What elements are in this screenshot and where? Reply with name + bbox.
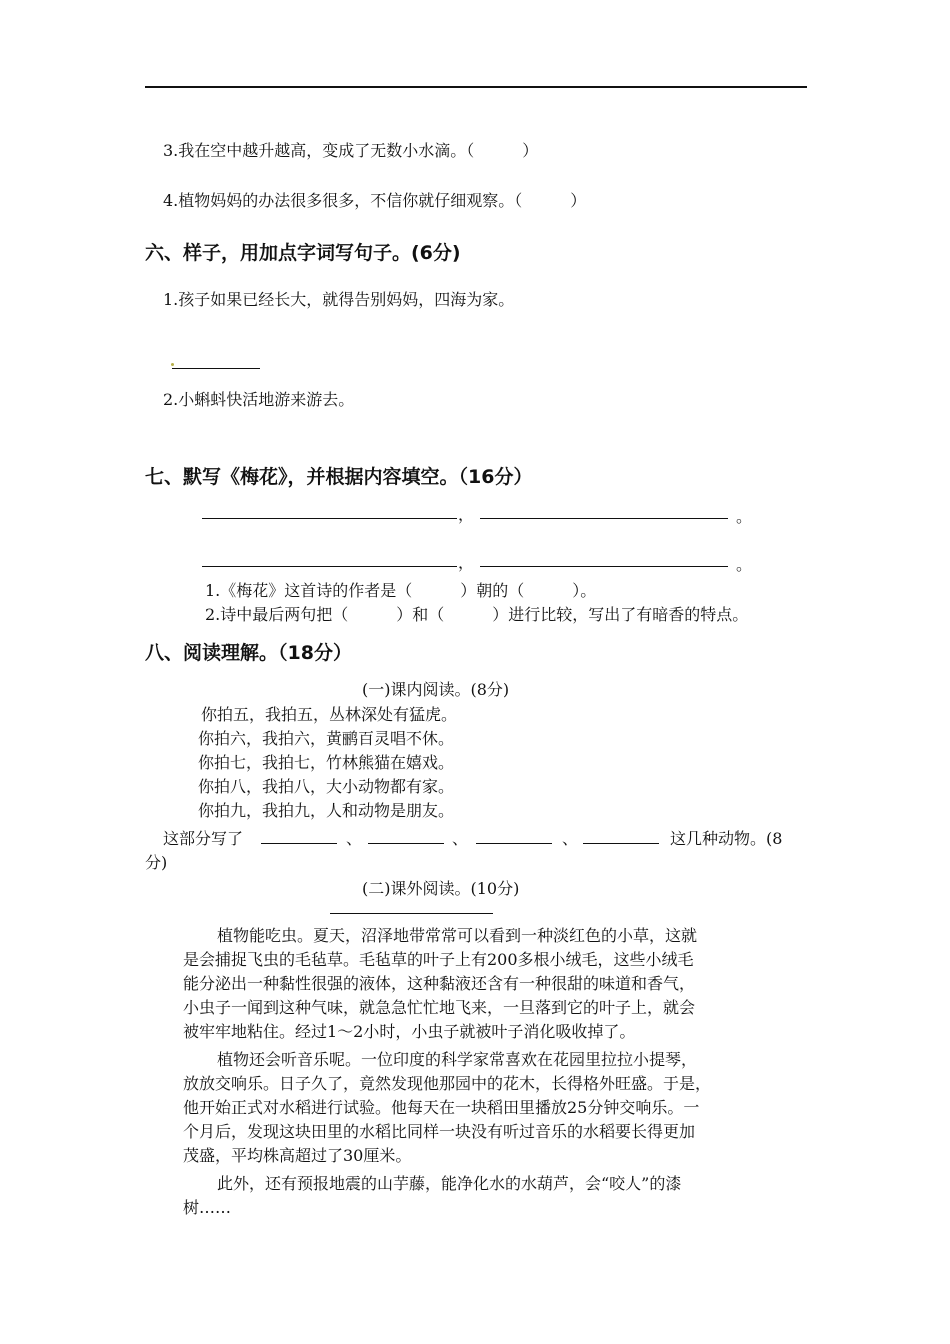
section-8-heading: 八、阅读理解。（18分） bbox=[145, 642, 352, 664]
fill-sep-1: 、 bbox=[346, 829, 363, 848]
poem-comma-2: ， bbox=[458, 553, 475, 572]
poem-period-1: 。 bbox=[736, 507, 753, 526]
poem-line-1: 你拍五，我拍五，丛林深处有猛虎。 bbox=[201, 705, 458, 724]
passage-line: 小虫子一闻到这种气味，就急急忙忙地飞来，一旦落到它的叶子上，就会 bbox=[183, 998, 696, 1017]
question-6-2: 2.小蝌蚪快活地游来游去。 bbox=[163, 390, 355, 409]
animal-blank-2[interactable] bbox=[368, 843, 444, 844]
fill-score-tail: 分) bbox=[145, 853, 168, 872]
poem-line-3: 你拍七，我拍七，竹林熊猫在嬉戏。 bbox=[198, 753, 455, 772]
passage-line: 茂盛，平均株高超过了30厘米。 bbox=[183, 1146, 412, 1165]
reading-part-2-title: (二)课外阅读。(10分) bbox=[362, 879, 520, 898]
mark-dot bbox=[171, 363, 174, 366]
passage-line: 他开始正式对水稻进行试验。他每天在一块稻田里播放25分钟交响乐。一 bbox=[183, 1098, 700, 1117]
fill-suffix: 这几种动物。(8 bbox=[670, 829, 783, 848]
question-5-4: 4.植物妈妈的办法很多很多，不信你就仔细观察。（ ） bbox=[163, 191, 587, 210]
poem-line-4: 你拍八，我拍八，大小动物都有家。 bbox=[198, 777, 455, 796]
reading-part-1-title: (一)课内阅读。(8分) bbox=[362, 680, 510, 699]
top-rule bbox=[145, 86, 807, 88]
passage-line: 是会捕捉飞虫的毛毡草。毛毡草的叶子上有200多根小绒毛，这些小绒毛 bbox=[183, 950, 694, 969]
passage-line: 放放交响乐。日子久了，竟然发现他那园中的花木，长得格外旺盛。于是， bbox=[183, 1074, 712, 1093]
poem-comma-1: ， bbox=[458, 505, 475, 524]
question-6-1: 1.孩子如果已经长大，就得告别妈妈，四海为家。 bbox=[163, 290, 515, 309]
passage-line: 植物还会听音乐呢。一位印度的科学家常喜欢在花园里拉拉小提琴， bbox=[217, 1050, 698, 1069]
passage-line: 植物能吃虫。夏天，沼泽地带常常可以看到一种淡红色的小草，这就 bbox=[217, 926, 698, 945]
question-5-3: 3.我在空中越升越高，变成了无数小水滴。（ ） bbox=[163, 141, 539, 160]
animal-blank-3[interactable] bbox=[476, 843, 552, 844]
passage-line: 个月后，发现这块田里的水稻比同样一块没有听过音乐的水稻要长得更加 bbox=[183, 1122, 696, 1141]
passage-line: 此外，还有预报地震的山芋藤，能净化水的水葫芦，会“咬人”的漆 bbox=[217, 1174, 682, 1193]
question-7-2: 2.诗中最后两句把（ ）和（ ）进行比较，写出了有暗香的特点。 bbox=[205, 605, 749, 624]
fill-prefix: 这部分写了 bbox=[163, 829, 244, 848]
passage-line: 能分泌出一种黏性很强的液体，这种黏液还含有一种很甜的味道和香气， bbox=[183, 974, 696, 993]
poem-blank-4[interactable] bbox=[480, 566, 728, 567]
section-6-heading: 六、样子，用加点字词写句子。(6分) bbox=[145, 242, 461, 264]
poem-line-2: 你拍六，我拍六，黄鹂百灵唱不休。 bbox=[198, 729, 455, 748]
poem-blank-3[interactable] bbox=[202, 566, 457, 567]
poem-line-5: 你拍九，我拍九，人和动物是朋友。 bbox=[198, 801, 455, 820]
answer-line-6-1[interactable] bbox=[172, 368, 260, 369]
fill-sep-3: 、 bbox=[562, 829, 579, 848]
poem-blank-2[interactable] bbox=[480, 518, 728, 519]
section-7-heading: 七、默写《梅花》，并根据内容填空。（16分） bbox=[145, 466, 533, 488]
animal-blank-1[interactable] bbox=[261, 843, 337, 844]
passage-line: 树…… bbox=[183, 1198, 232, 1217]
poem-period-2: 。 bbox=[736, 555, 753, 574]
poem-blank-1[interactable] bbox=[202, 518, 457, 519]
passage-line: 被牢牢地粘住。经过1～2小时，小虫子就被叶子消化吸收掉了。 bbox=[183, 1022, 636, 1041]
fill-sep-2: 、 bbox=[452, 829, 469, 848]
question-7-1: 1.《梅花》这首诗的作者是（ ）朝的（ ）。 bbox=[205, 581, 597, 600]
animal-blank-4[interactable] bbox=[583, 843, 659, 844]
passage-title-blank[interactable] bbox=[330, 913, 493, 914]
